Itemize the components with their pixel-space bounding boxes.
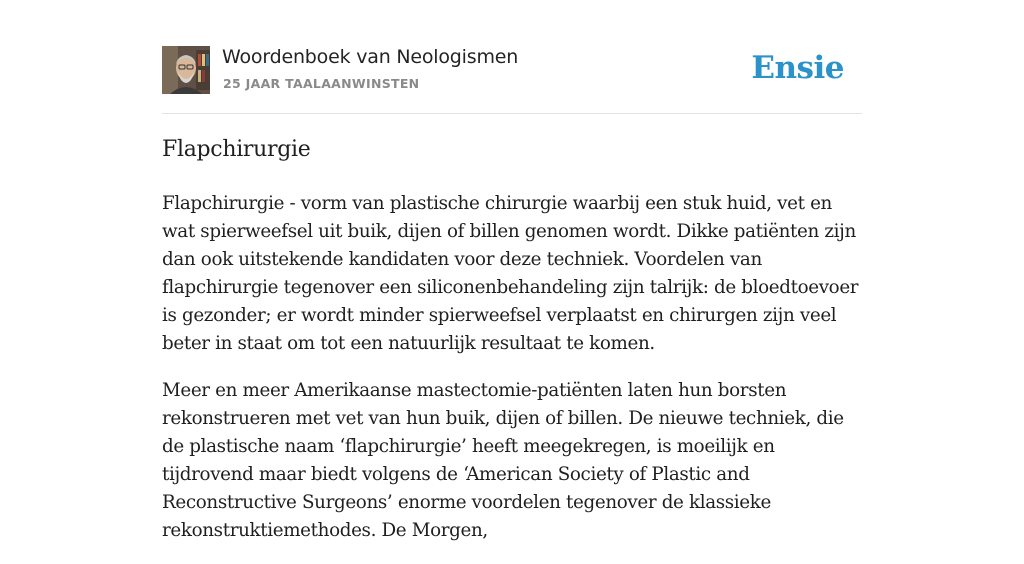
paragraph: Flapchirurgie - vorm van plastische chirurgie waarbij een stuk huid, vet en wat spierweefsel uit buik, dijen of billen genomen wordt. Dikke patiënten zijn dan ook uitstekende kandidaten voor deze techniek. Voordelen van flapchirurgie tegenover een siliconenbehandeling zijn talrijk: de bloedtoevoer is gezonder; er wordt minder spierweefsel verplaatst en chirurgen zijn veel beter in staat om tot een natuurlijk resultaat te komen. [162,193,859,354]
brand-logo[interactable]: Ensie [751,50,844,86]
header-divider [162,113,862,114]
post-title: Flapchirurgie [162,137,311,162]
avatar[interactable] [162,46,210,94]
blog-subtitle: 25 JAAR TAALAANWINSTEN [223,76,420,91]
blog-title[interactable]: Woordenboek van Neologismen [222,46,519,68]
avatar-photo-icon [162,46,210,94]
site-header [162,46,862,96]
post-content [162,190,862,564]
paragraph: Meer en meer Amerikaanse mastectomie-patiënten laten hun borsten rekonstrueren met vet van hun buik, dijen of billen. De nieuwe techniek, die de plastische naam ‘flapchirurgie’ heeft meegekregen, is moeilijk en tijdrovend maar biedt volgens de ‘American Society of Plastic and Reconstructive Surgeons’ enorme voordelen tegenover de klassieke rekonstruktiemethodes. De Morgen, [162,380,844,541]
